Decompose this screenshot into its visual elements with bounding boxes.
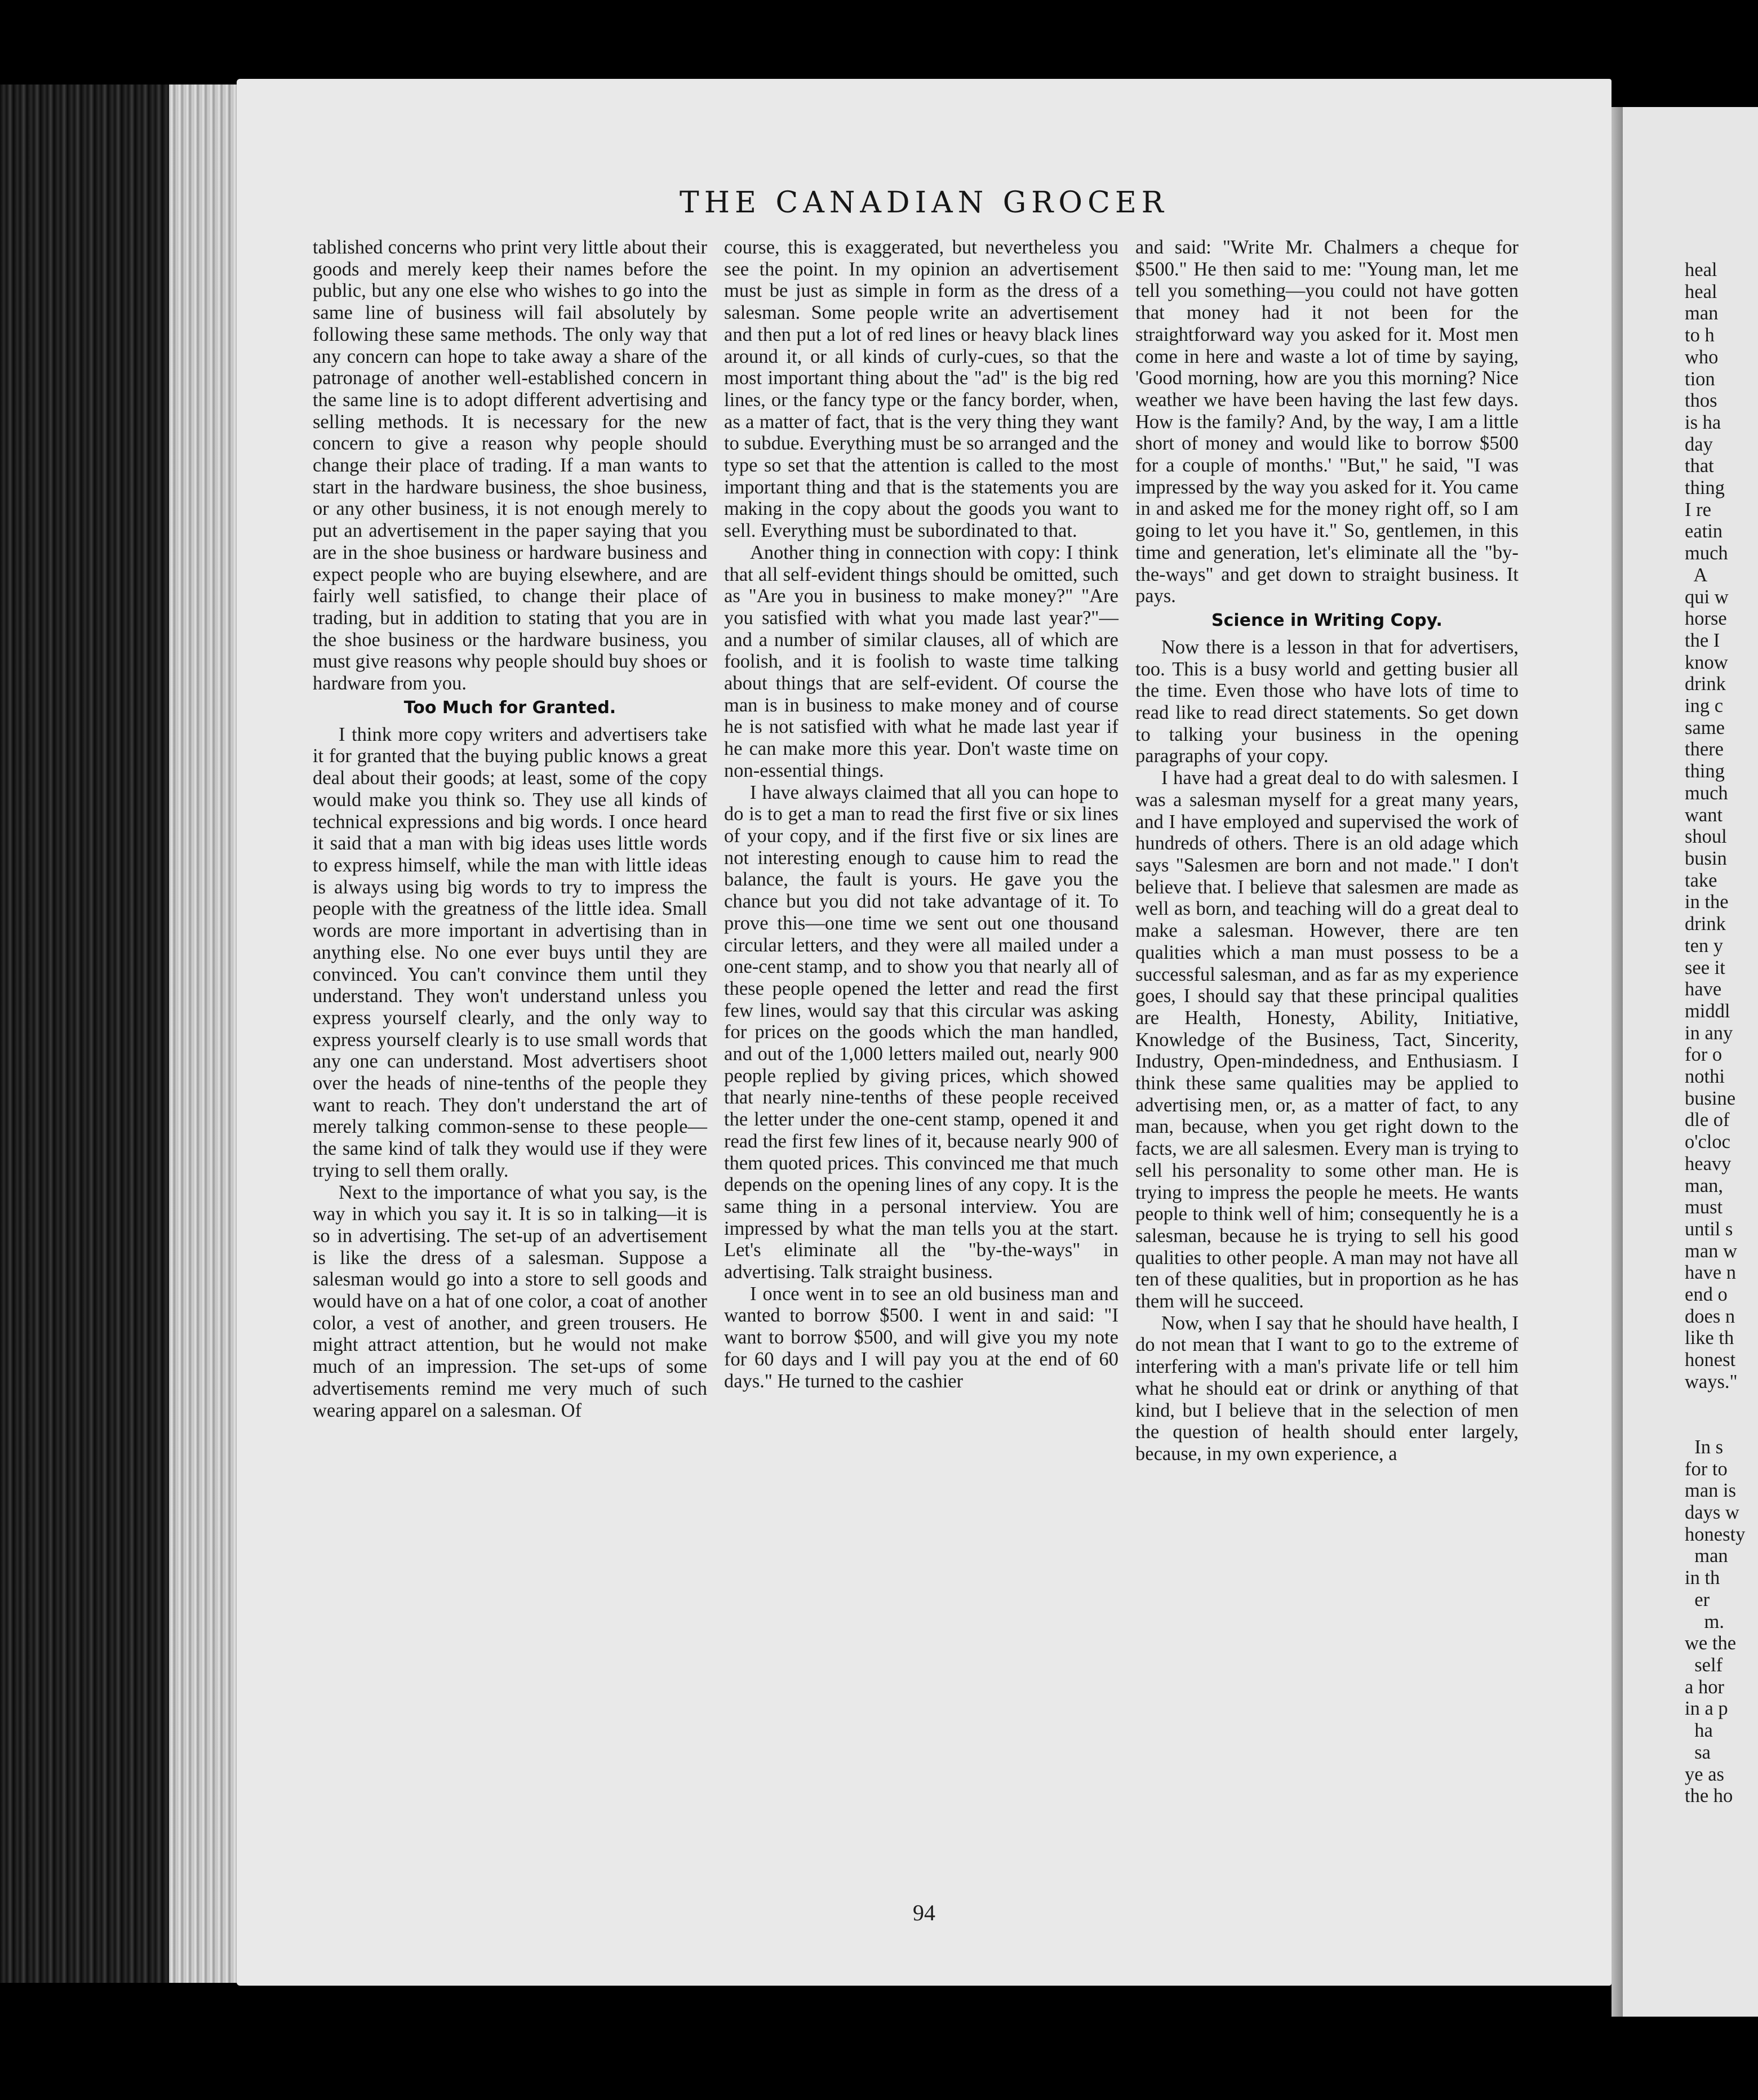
- running-header: THE CANADIAN GROCER: [680, 186, 1169, 220]
- section-heading: Too Much for Granted.: [403, 697, 616, 718]
- paragraph: Next to the importance of what you say, is the way in which you say it. It is so in talking—it is so in advertising. The set-up of an advertisement is like the dress of a salesman. Suppose a salesman would go into a store to sell goods and would have on a hat of one color, a coat of another color, a vest of another, and green trousers. He might attract attention, but he would not make much of an impression. The set-ups of some advertisements remind me very much of such wearing apparel on a salesman. Of: [313, 1181, 707, 1421]
- paragraph: I once went in to see an old business man and wanted to borrow $500. I went in and said: "I want to borrow $500, and will give you my note for 60 days and I will pay you at the end of 60 days." He turned to the cashier: [724, 1283, 1118, 1392]
- cut-off-text: heal heal man to h who tion thos is ha day that thing I re eatin much A qui w horse the I know drink ing c same there thing much want shoul busin take in the drink ten y see it have middl in any for o nothi busine dle of o'cloc heavy man, must until s man w have n end o does n like th honest ways." In s for to man is days w honesty man in th er m. we the self a hor in a p ha sa ye as the ho: [1685, 259, 1746, 1807]
- paragraph: tablished concerns who print very little about their goods and merely keep their names before the public, but any one else who wishes to go into the same line of business will fail absolutely by following these same methods. The only way that any concern can hope to take away a share of the patronage of another well-established concern in the same line is to adopt different advertising and selling methods. It is necessary for the new concern to give a reason why people should change their place of trading. If a man wants to start in the hardware business, the shoe business, or any other business, it is not enough merely to put an advertisement in the paper saying that you are in the shoe business or hardware business and expect people who are buying elsewhere, and are fairly well satisfied, to change their place of trading, but in addition to stating that you are in the shoe business or the hardware business, you must give reasons why people should buy shoes or hardware from you.: [313, 237, 707, 695]
- paragraph: course, this is exaggerated, but nevertheless you see the point. In my opinion an advertisement must be just as simple in form as the dress of a salesman. Some people write an advertisement and then put a lot of red lines or heavy black lines around it, or all kinds of curly-cues, so that the most important thing about the "ad" is the big red lines, or the fancy type or the fancy border, when, as a matter of fact, that is the very thing they want to subdue. Everything must be so arranged and the type so set that the attention is called to the most important thing and that is the statements you are making in the copy about the goods you want to sell. Everything must be subordinated to that.: [724, 237, 1118, 542]
- paragraph: Now, when I say that he should have health, I do not mean that I want to go to the extreme of interfering with a man's private life or tell him what he should eat or drink or anything of that kind, but I believe that in the selection of men the question of health should enter largely, because, in my own experience, a: [1135, 1312, 1519, 1465]
- page-number: 94: [913, 1900, 935, 1925]
- paragraph: Now there is a lesson in that for advertisers, too. This is a busy world and getting busier all the time. Even those who have lots of time to read like to read direct statements. So get down to talking your business in the opening paragraphs of your copy.: [1135, 636, 1519, 767]
- paragraph: I have had a great deal to do with salesmen. I was a salesman myself for a great many years, and I have employed and supervised the work of hundreds of others. There is an old adage which says "Salesmen are born and not made." I don't believe that. I believe that salesmen are made as well as born, and teaching will do a great deal to make a salesman. However, there are ten qualities which a man must possess to be a successful salesman, and as far as my experience goes, I should say that these principal qualities are Health, Honesty, Ability, Initiative, Knowledge of the Business, Tact, Sincerity, Industry, Open-mindedness, and Enthusiasm. I think these same qualities may be applied to advertising men, or, as a matter of fact, to any man, because, when you get right down to the facts, we are all salesmen. Every man is trying to sell his personality to some other man. He is trying to impress the people he meets. He wants people to think well of him; consequently he is a salesman, because he is trying to sell his good qualities to other people. A man may not have all ten of these qualities, but in proportion as he has them will he succeed.: [1135, 767, 1519, 1312]
- next-page-fragment: [1623, 107, 1758, 2017]
- paragraph: Another thing in connection with copy: I think that all self-evident things should be omitted, such as "Are you in business to make money?" "Are you satisfied with what you made last year?"—and a number of similar clauses, all of which are foolish, and it is foolish to waste time talking about things that are self-evident. Of course the man is in business to make money and of course he is not satisfied with what he made last year if he can make more this year. Don't waste time on non-essential things.: [724, 541, 1118, 781]
- section-heading: Science in Writing Copy.: [1211, 610, 1442, 630]
- paragraph: and said: "Write Mr. Chalmers a cheque for $500." He then said to me: "Young man, let me tell you something—you could not have gotten that money had it not been for the straightforward way you asked for it. Most men come in here and waste a lot of time by saying, 'Good morning, how are you this morning? Nice weather we have been having the last few days. How is the family? And, by the way, I am a little short of money and would like to borrow $500 for a couple of months.' "But," he said, "I was impressed by the way you asked for it. You came in and asked me for the money right off, so I am going to let you have it." So, gentlemen, in this time and generation, let's eliminate all the "by-the-ways" and get down to straight business. It pays.: [1135, 237, 1519, 607]
- book-gutter: [1612, 107, 1623, 2017]
- text-column-left: [313, 237, 707, 1421]
- paragraph: I think more copy writers and advertisers take it for granted that the buying public knows a great deal about their goods; at least, some of the copy would make you think so. They use all kinds of technical expressions and big words. I once heard it said that a man with big ideas uses little words to express himself, while the man with little ideas is always using big words to try to impress the people with the greatness of the little idea. Small words are more important in advertising than in anything else. No one ever buys until they are convinced. You can't convince them until they understand. They won't understand unless you express yourself clearly, and the only way to express yourself clearly is to use small words that any one can understand. Most advertisers shoot over the heads of nine-tenths of the people they want to reach. They don't understand the art of merely talking common-sense to these people—the same kind of talk they would use if they were trying to sell them orally.: [313, 723, 707, 1181]
- book-page: [237, 79, 1612, 1986]
- text-column-right: [1135, 237, 1519, 1465]
- paragraph: I have always claimed that all you can hope to do is to get a man to read the first five or six lines of your copy, and if the first five or six lines are not interesting enough to cause him to read the balance, the fault is yours. He gave you the chance but you did not take advantage of it. To prove this—one time we sent out one thousand circular letters, and they were all mailed under a one-cent stamp, and to show you that nearly all of these people opened the letter and read the first few lines, would say that this circular was asking for prices on the goods which the man handled, and out of the 1,000 letters mailed out, nearly 900 people replied by giving prices, which showed that nearly nine-tenths of these people received the letter under the one-cent stamp, opened it and read the first few lines of it, because nearly 900 of them quoted prices. This convinced me that much depends on the opening lines of any copy. It is the same thing in a personal interview. You are impressed by what the man tells you at the start. Let's eliminate all the "by-the-ways" in advertising. Talk straight business.: [724, 781, 1118, 1283]
- page-edges: [169, 84, 237, 1983]
- text-column-middle: [724, 237, 1118, 1392]
